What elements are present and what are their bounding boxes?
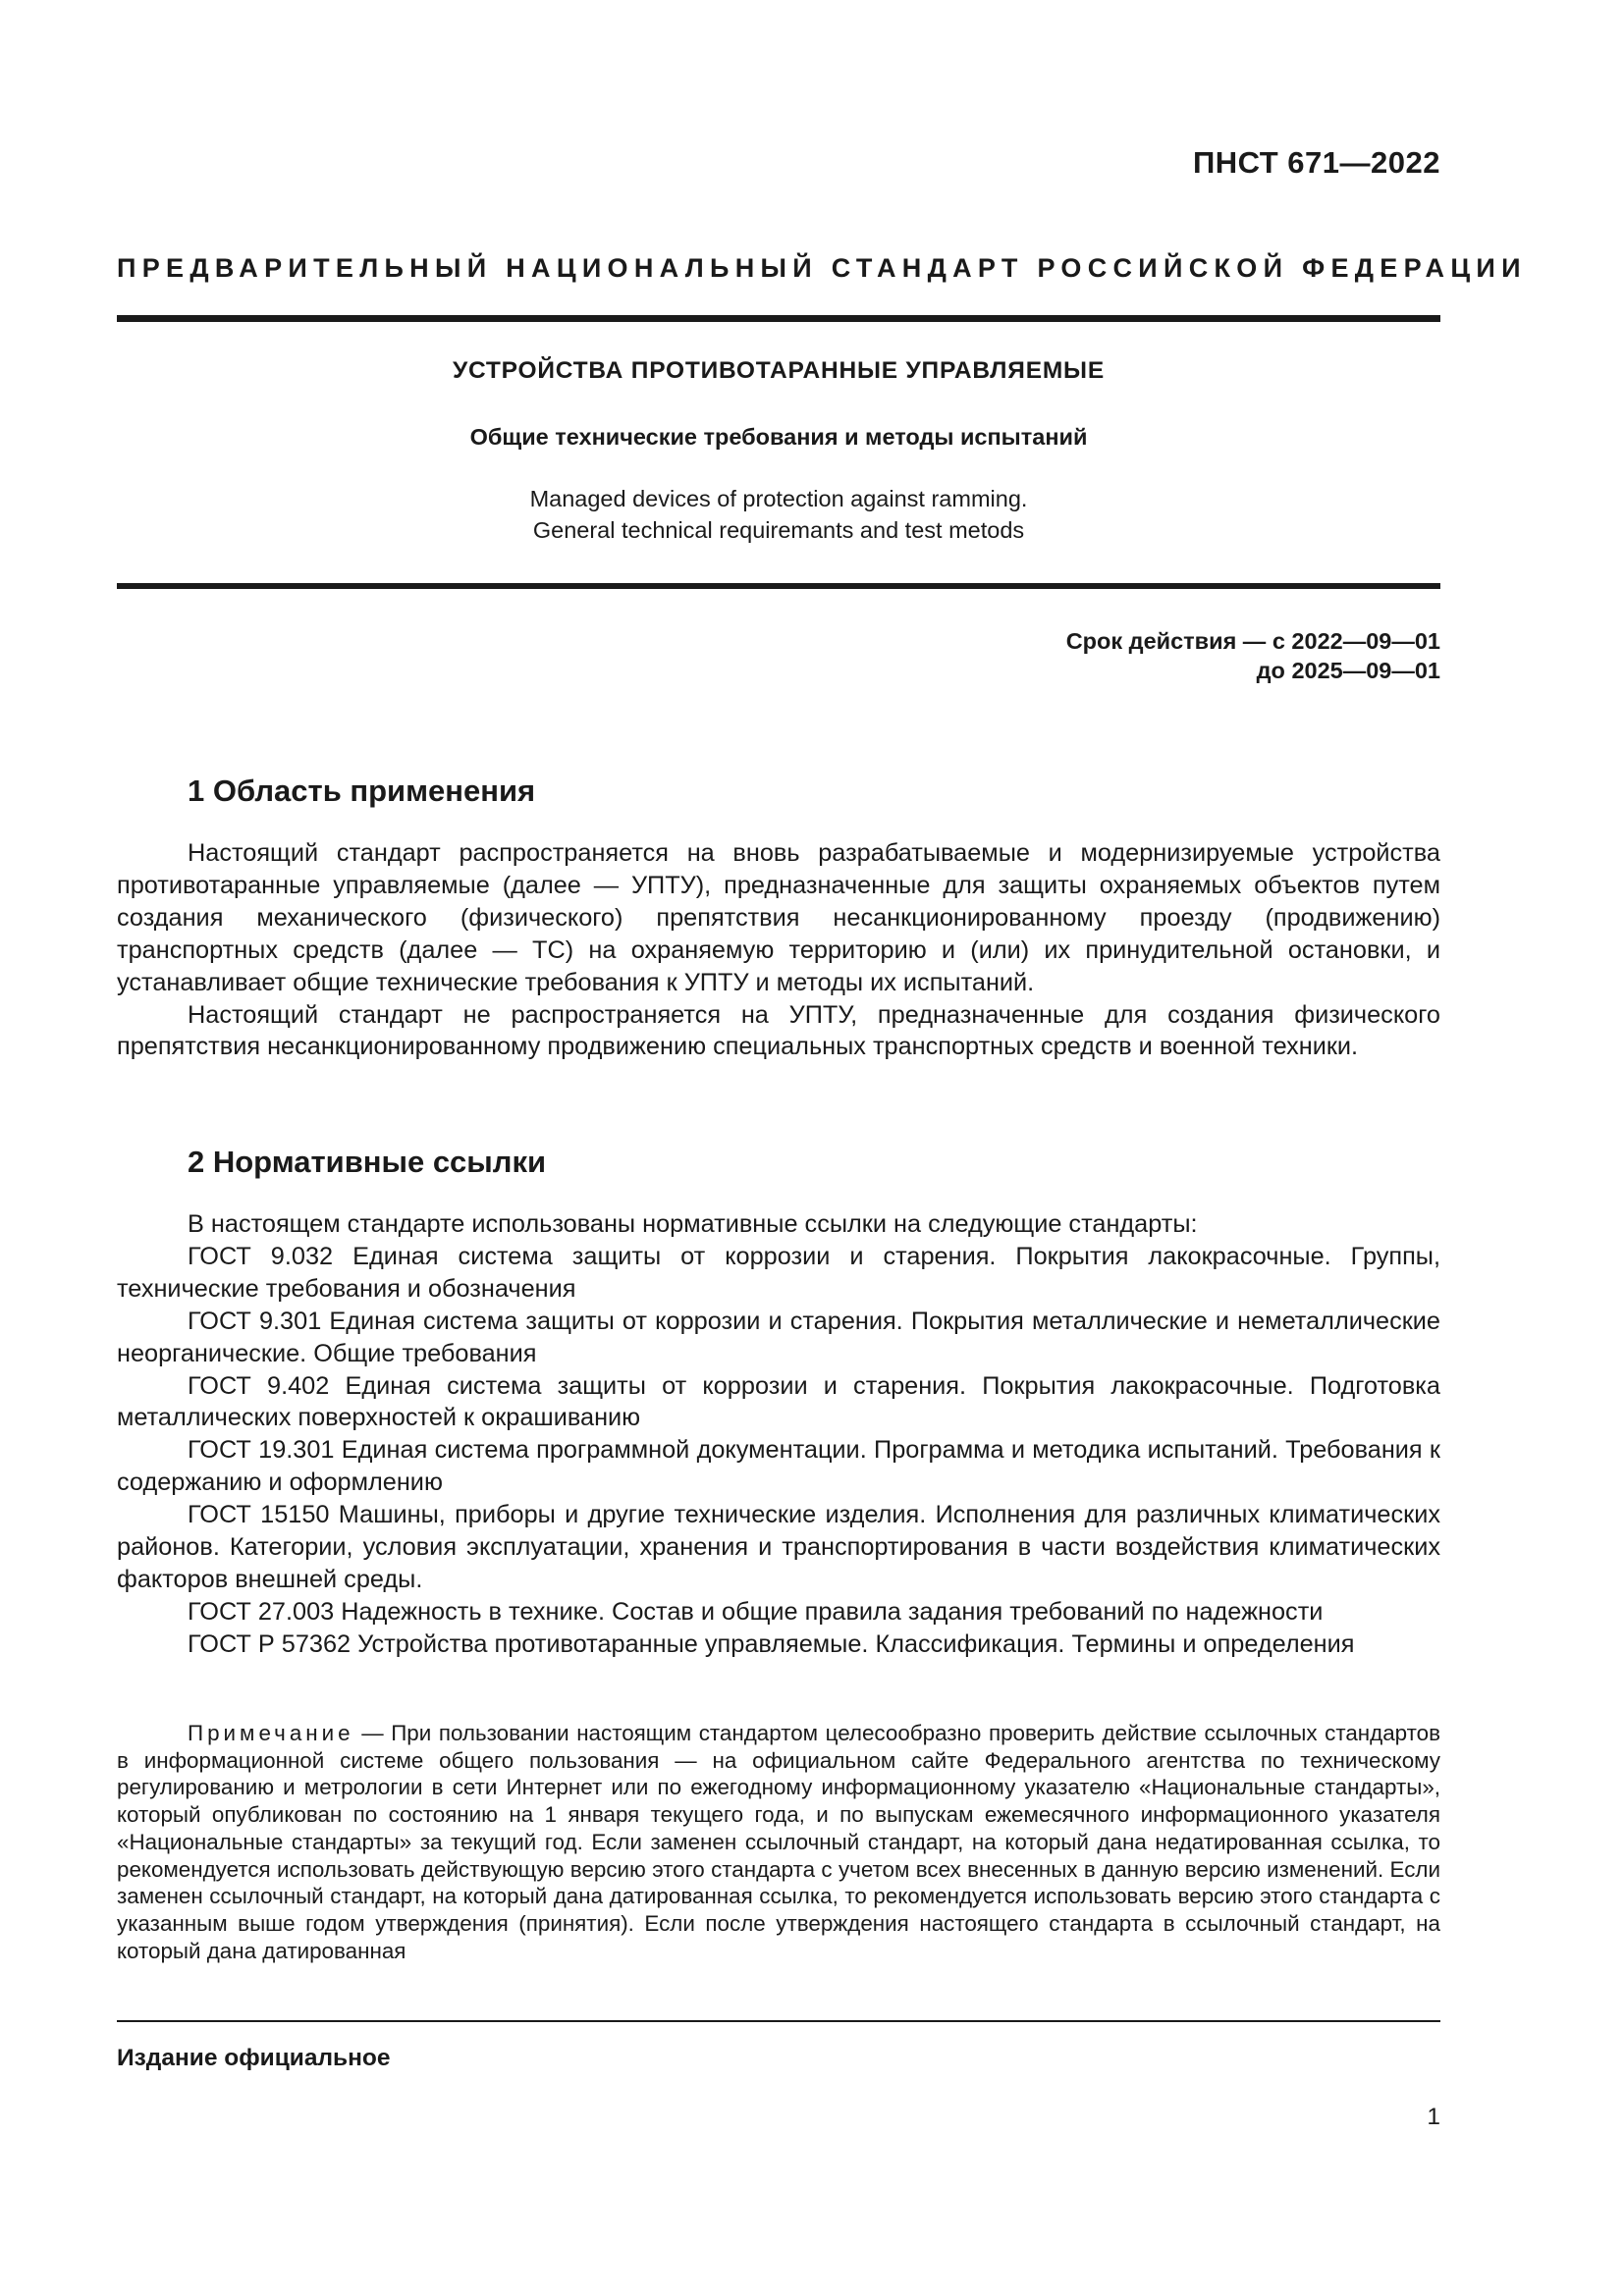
reference-item: ГОСТ 9.402 Единая система защиты от коррозии и старения. Покрытия лакокрасочные. Подготовка металлических поверхностей к окрашиванию	[117, 1371, 1440, 1432]
edition-label: Издание официальное	[117, 2045, 391, 2071]
validity-line-2: до 2025—09—01	[1256, 658, 1440, 683]
paragraph: Настоящий стандарт распространяется на вновь разрабатываемые и модернизируемые устройства противотаранные управляемые (далее — УПТУ), предназначенные для защиты охраняемых объектов путем создания механического (физического) препятствия несанкционированному проезду (продвижению) транспортных средств (далее — ТС) на охраняемую территорию и (или) их принудительной остановки, и устанавливает общие технические требования к УПТУ и методы их испытаний.	[117, 839, 1440, 996]
reference-item: ГОСТ 15150 Машины, приборы и другие технические изделия. Исполнения для различных климатических районов. Категории, условия эксплуатации, хранения и транспортирования в части воздействия климатических факторов внешней среды.	[117, 1501, 1440, 1593]
paragraph: Настоящий стандарт не распространяется на УПТУ, предназначенные для создания физического препятствия несанкционированному продвижению специальных транспортных средств и военной техники.	[117, 1000, 1440, 1061]
validity-line-1: Срок действия — с 2022—09—01	[1065, 628, 1440, 654]
reference-item: ГОСТ 9.301 Единая система защиты от коррозии и старения. Покрытия металлические и неметаллические неорганические. Общие требования	[117, 1307, 1440, 1367]
section-scope-body	[117, 837, 1440, 1063]
paragraph: В настоящем стандарте использованы нормативные ссылки на следующие стандарты:	[188, 1210, 1198, 1238]
section-heading-references: 2 Нормативные ссылки	[188, 1145, 547, 1179]
english-title-line-2: General technical requiremants and test metods	[532, 517, 1025, 543]
page-number: 1	[1427, 2104, 1440, 2130]
reference-item: ГОСТ Р 57362 Устройства противотаранные управляемые. Классификация. Термины и определения	[188, 1629, 1355, 1658]
english-title-line-1: Managed devices of protection against ramming.	[529, 486, 1028, 511]
standard-type-header: ПРЕДВАРИТЕЛЬНЫЙ НАЦИОНАЛЬНЫЙ СТАНДАРТ РОССИЙСКОЙ ФЕДЕРАЦИИ	[117, 253, 1527, 283]
section-references-body	[117, 1208, 1440, 1661]
reference-item: ГОСТ 27.003 Надежность в технике. Состав и общие правила задания требований по надежности	[188, 1597, 1324, 1626]
note-text: — При пользовании настоящим стандартом целесообразно проверить действие ссылочных стандартов в информационной системе общего пользования — на официальном сайте Федерального агентства по техническому регулированию и метрологии в сети Интернет или по ежегодному информационному указателю «Национальные стандарты», который опубликован по состоянию на 1 января текущего года, и по выпускам ежемесячного информационного указателя «Национальные стандарты» за текущий год. Если заменен ссылочный стандарт, на который дана недатированная ссылка, то рекомендуется использовать действующую версию этого стандарта с учетом всех внесенных в данную версию изменений. Если заменен ссылочный стандарт, на который дана датированная ссылка, то рекомендуется использовать версию этого стандарта с указанным выше годом утверждения (принятия). Если после утверждения настоящего стандарта в ссылочный стандарт, на который дана датированная	[117, 1721, 1440, 1963]
document-subtitle: Общие технические требования и методы испытаний	[469, 424, 1088, 450]
document-id: ПНСТ 671—2022	[1192, 145, 1440, 180]
header-rule	[117, 315, 1440, 322]
validity-period	[1066, 626, 1440, 685]
english-title	[117, 483, 1440, 546]
title-rule	[117, 583, 1440, 589]
document-title: УСТРОЙСТВА ПРОТИВОТАРАННЫЕ УПРАВЛЯЕМЫЕ	[452, 357, 1105, 384]
section-heading-scope: 1 Область применения	[188, 774, 536, 808]
note-block	[117, 1720, 1440, 1964]
note-label: Примечание	[188, 1721, 354, 1745]
reference-item: ГОСТ 9.032 Единая система защиты от коррозии и старения. Покрытия лакокрасочные. Группы, технические требования и обозначения	[117, 1242, 1440, 1303]
footer-rule	[117, 2020, 1440, 2022]
reference-item: ГОСТ 19.301 Единая система программной документации. Программа и методика испытаний. Требования к содержанию и оформлению	[117, 1436, 1440, 1497]
